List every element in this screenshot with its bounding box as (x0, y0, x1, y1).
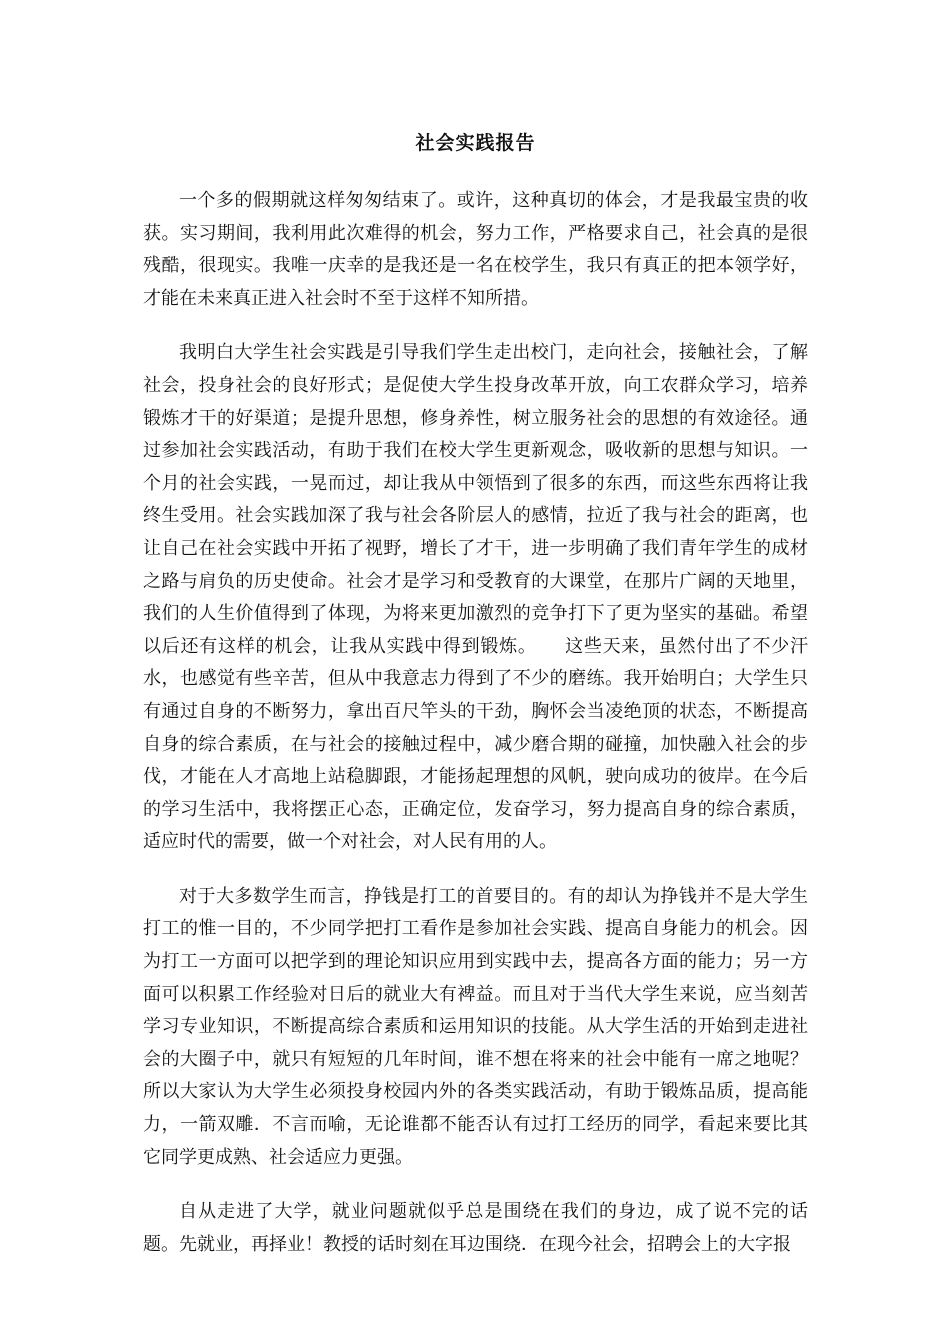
document-page (143, 128, 808, 1283)
paragraph-1: 一个多的假期就这样匆匆结束了。或许，这种真切的体会，才是我最宝贵的收获。实习期间，我利用此次难得的机会，努力工作，严格要求自己，社会真的是很残酷，很现实。我唯一庆幸的是我还是一名在校学生，我只有真正的把本领学好，才能在未来真正进入社会时不至于这样不知所措。 (143, 190, 808, 309)
paragraph-2: 我明白大学生社会实践是引导我们学生走出校门，走向社会，接触社会，了解社会，投身社会的良好形式；是促使大学生投身改革开放，向工农群众学习，培养锻炼才干的好渠道；是提升思想，修身养性，树立服务社会的思想的有效途径。通过参加社会实践活动，有助于我们在校大学生更新观念，吸收新的思想与知识。一个月的社会实践，一晃而过，却让我从中领悟到了很多的东西，而这些东西将让我终生受用。社会实践加深了我与社会各阶层人的感情，拉近了我与社会的距离，也让自己在社会实践中开拓了视野，增长了才干，进一步明确了我们青年学生的成材之路与肩负的历史使命。社会才是学习和受教育的大课堂，在那片广阔的天地里，我们的人生价值得到了体现，为将来更加激烈的竞争打下了更为坚实的基础。希望以后还有这样的机会，让我从实践中得到锻炼。 这些天来，虽然付出了不少汗水，也感觉有些辛苦，但从中我意志力得到了不少的磨练。我开始明白；大学生只有通过自身的不断努力，拿出百尺竿头的干劲，胸怀会当凌绝顶的状态，不断提高自身的综合素质，在与社会的接触过程中，减少磨合期的碰撞，加快融入社会的步伐，才能在人才高地上站稳脚跟，才能扬起理想的风帆，驶向成功的彼岸。在今后的学习生活中，我将摆正心态，正确定位，发奋学习，努力提高自身的综合素质，适应时代的需要，做一个对社会，对人民有用的人。 (143, 342, 808, 853)
document-title: 社会实践报告 (415, 132, 536, 154)
paragraph-4: 自从走进了大学，就业问题就似乎总是围绕在我们的身边，成了说不完的话题。先就业，再择业！教授的话时刻在耳边围绕．在现今社会，招聘会上的大字报 (143, 1201, 808, 1255)
paragraph-3: 对于大多数学生而言，挣钱是打工的首要目的。有的却认为挣钱并不是大学生打工的惟一目的，不少同学把打工看作是参加社会实践、提高自身能力的机会。因为打工一方面可以把学到的理论知识应用到实践中去，提高各方面的能力；另一方面可以积累工作经验对日后的就业大有裨益。而且对于当代大学生来说，应当刻苦学习专业知识，不断提高综合素质和运用知识的技能。从大学生活的开始到走进社会的大圈子中，就只有短短的几年时间，谁不想在将来的社会中能有一席之地呢？所以大家认为大学生必须投身校园内外的各类实践活动，有助于锻炼品质，提高能力，一箭双雕．不言而喻，无论谁都不能否认有过打工经历的同学，看起来要比其它同学更成熟、社会适应力更强。 (143, 885, 808, 1168)
